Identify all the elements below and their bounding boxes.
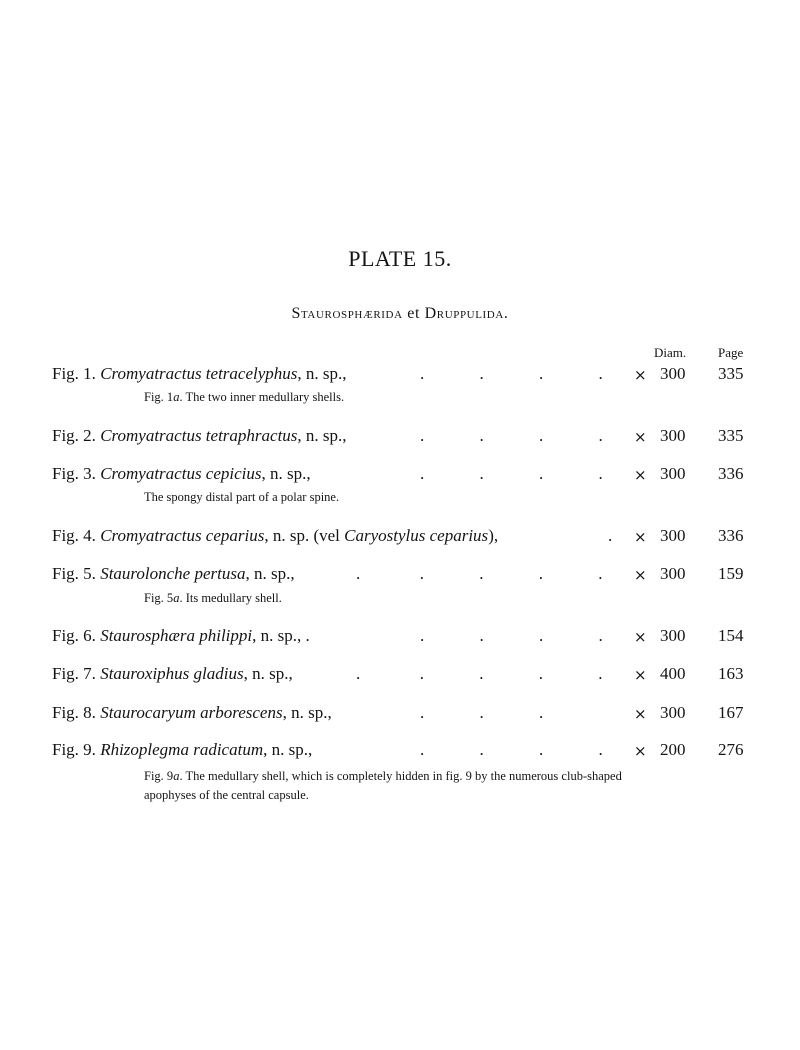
- species-name-alt: Caryostylus ceparius: [344, 526, 489, 545]
- species-suffix: , n. sp., .: [252, 626, 310, 645]
- plate-title: PLATE 15.: [348, 246, 452, 271]
- species-name: Cromyatractus tetracelyphus: [100, 364, 298, 383]
- figure-entry: [0, 703, 800, 729]
- times-symbol: ×: [634, 666, 647, 684]
- note-label: Fig. 1: [144, 390, 174, 404]
- figure-text: [52, 564, 295, 584]
- figure-number: Fig. 7.: [52, 664, 96, 683]
- times-symbol: ×: [634, 566, 647, 584]
- times-symbol: ×: [634, 628, 647, 646]
- note-label: Fig. 9: [144, 769, 174, 783]
- figure-number: Fig. 1.: [52, 364, 96, 383]
- diameter-value: 300: [660, 364, 686, 383]
- figure-number: Fig. 6.: [52, 626, 96, 645]
- species-suffix: , n. sp.,: [297, 364, 347, 383]
- species-name: Staurolonche pertusa: [100, 564, 246, 583]
- diameter-value: 300: [660, 626, 686, 645]
- leader-dots: . . . .: [420, 364, 603, 383]
- species-name: Staurocaryum arborescens: [100, 703, 283, 722]
- figure-number: Fig. 4.: [52, 526, 96, 545]
- figure-entry: [0, 664, 800, 690]
- species-suffix: , n. sp.,: [261, 464, 311, 483]
- page-number: 335: [718, 426, 744, 445]
- leader-dots: .: [608, 526, 613, 545]
- diameter-value: 400: [660, 664, 686, 683]
- figure-text: [52, 426, 347, 446]
- leader-dots: . . . .: [420, 740, 603, 759]
- page-number: 167: [718, 703, 744, 722]
- subtitle-part1: Staurosphærida: [291, 305, 403, 322]
- figure-text: [52, 464, 311, 484]
- subtitle-conj: et: [407, 305, 420, 322]
- column-header-diam: Diam.: [654, 345, 687, 360]
- diameter-value: 300: [660, 703, 686, 722]
- figure-text: [52, 740, 312, 760]
- species-name: Cromyatractus tetraphractus: [100, 426, 298, 445]
- figure-number: Fig. 5.: [52, 564, 96, 583]
- figure-note: [144, 767, 624, 805]
- figure-entry: [0, 526, 800, 552]
- figure-text: [52, 626, 310, 646]
- leader-dots: . . . .: [420, 426, 603, 445]
- figure-entry: [0, 426, 800, 452]
- species-name: Cromyatractus ceparius: [100, 526, 265, 545]
- diameter-value: 300: [660, 464, 686, 483]
- species-suffix: , n. sp.,: [243, 664, 293, 683]
- leader-dots: . . . .: [420, 626, 603, 645]
- diameter-value: 300: [660, 564, 686, 583]
- times-symbol: ×: [634, 428, 647, 446]
- note-label-suffix: a: [173, 769, 180, 783]
- page-number: 336: [718, 464, 744, 483]
- note-label: Fig. 5: [144, 591, 174, 605]
- leader-dots: . . . . .: [356, 564, 603, 583]
- note-label-suffix: a: [173, 591, 180, 605]
- figure-entry: [0, 626, 800, 652]
- subtitle-part2: Druppulida.: [424, 305, 509, 322]
- species-suffix: , n. sp.,: [263, 740, 313, 759]
- figure-note: [144, 390, 344, 405]
- leader-dots: . . . .: [420, 464, 603, 483]
- diameter-value: 200: [660, 740, 686, 759]
- times-symbol: ×: [634, 366, 647, 384]
- species-suffix: , n. sp.,: [282, 703, 332, 722]
- page-number: 276: [718, 740, 744, 759]
- species-suffix: , n. sp. (vel: [264, 526, 345, 545]
- figure-note: [144, 591, 282, 606]
- figure-entry: [0, 740, 800, 766]
- diameter-value: 300: [660, 426, 686, 445]
- note-label-suffix: a: [173, 390, 180, 404]
- figure-text: [52, 703, 332, 723]
- page-number: 336: [718, 526, 744, 545]
- species-name: Stauroxiphus gladius: [100, 664, 244, 683]
- page-number: 335: [718, 364, 744, 383]
- species-suffix: , n. sp.,: [245, 564, 295, 583]
- column-header-page: Page: [718, 345, 744, 360]
- times-symbol: ×: [634, 528, 647, 546]
- diameter-value: 300: [660, 526, 686, 545]
- species-suffix-alt: ),: [488, 526, 499, 545]
- figure-number: Fig. 9.: [52, 740, 96, 759]
- figure-entry: [0, 364, 800, 390]
- figure-note: The spongy distal part of a polar spine.: [144, 490, 340, 504]
- figure-text: [52, 526, 498, 546]
- leader-dots: . . . . .: [356, 664, 603, 683]
- species-name: Cromyatractus cepicius: [100, 464, 262, 483]
- page-number: 154: [718, 626, 744, 645]
- species-name: Staurosphæra philippi: [100, 626, 253, 645]
- times-symbol: ×: [634, 742, 647, 760]
- times-symbol: ×: [634, 466, 647, 484]
- note-text: . The two inner medullary shells.: [179, 390, 345, 404]
- figure-number: Fig. 2.: [52, 426, 96, 445]
- times-symbol: ×: [634, 705, 647, 723]
- plate-subtitle: [0, 305, 800, 323]
- leader-dots: . . .: [420, 703, 544, 722]
- figure-text: [52, 364, 347, 384]
- page-number: 159: [718, 564, 744, 583]
- figure-number: Fig. 3.: [52, 464, 96, 483]
- species-suffix: , n. sp.,: [297, 426, 347, 445]
- page-number: 163: [718, 664, 744, 683]
- note-text: . Its medullary shell.: [179, 591, 282, 605]
- species-name: Rhizoplegma radicatum: [100, 740, 264, 759]
- figure-text: [52, 664, 293, 684]
- figure-entry: [0, 564, 800, 590]
- figure-entry: [0, 464, 800, 490]
- note-text: . The medullary shell, which is completely hidden in fig. 9 by the numerous club-shaped apophyses of the central capsule.: [144, 769, 622, 802]
- figure-number: Fig. 8.: [52, 703, 96, 722]
